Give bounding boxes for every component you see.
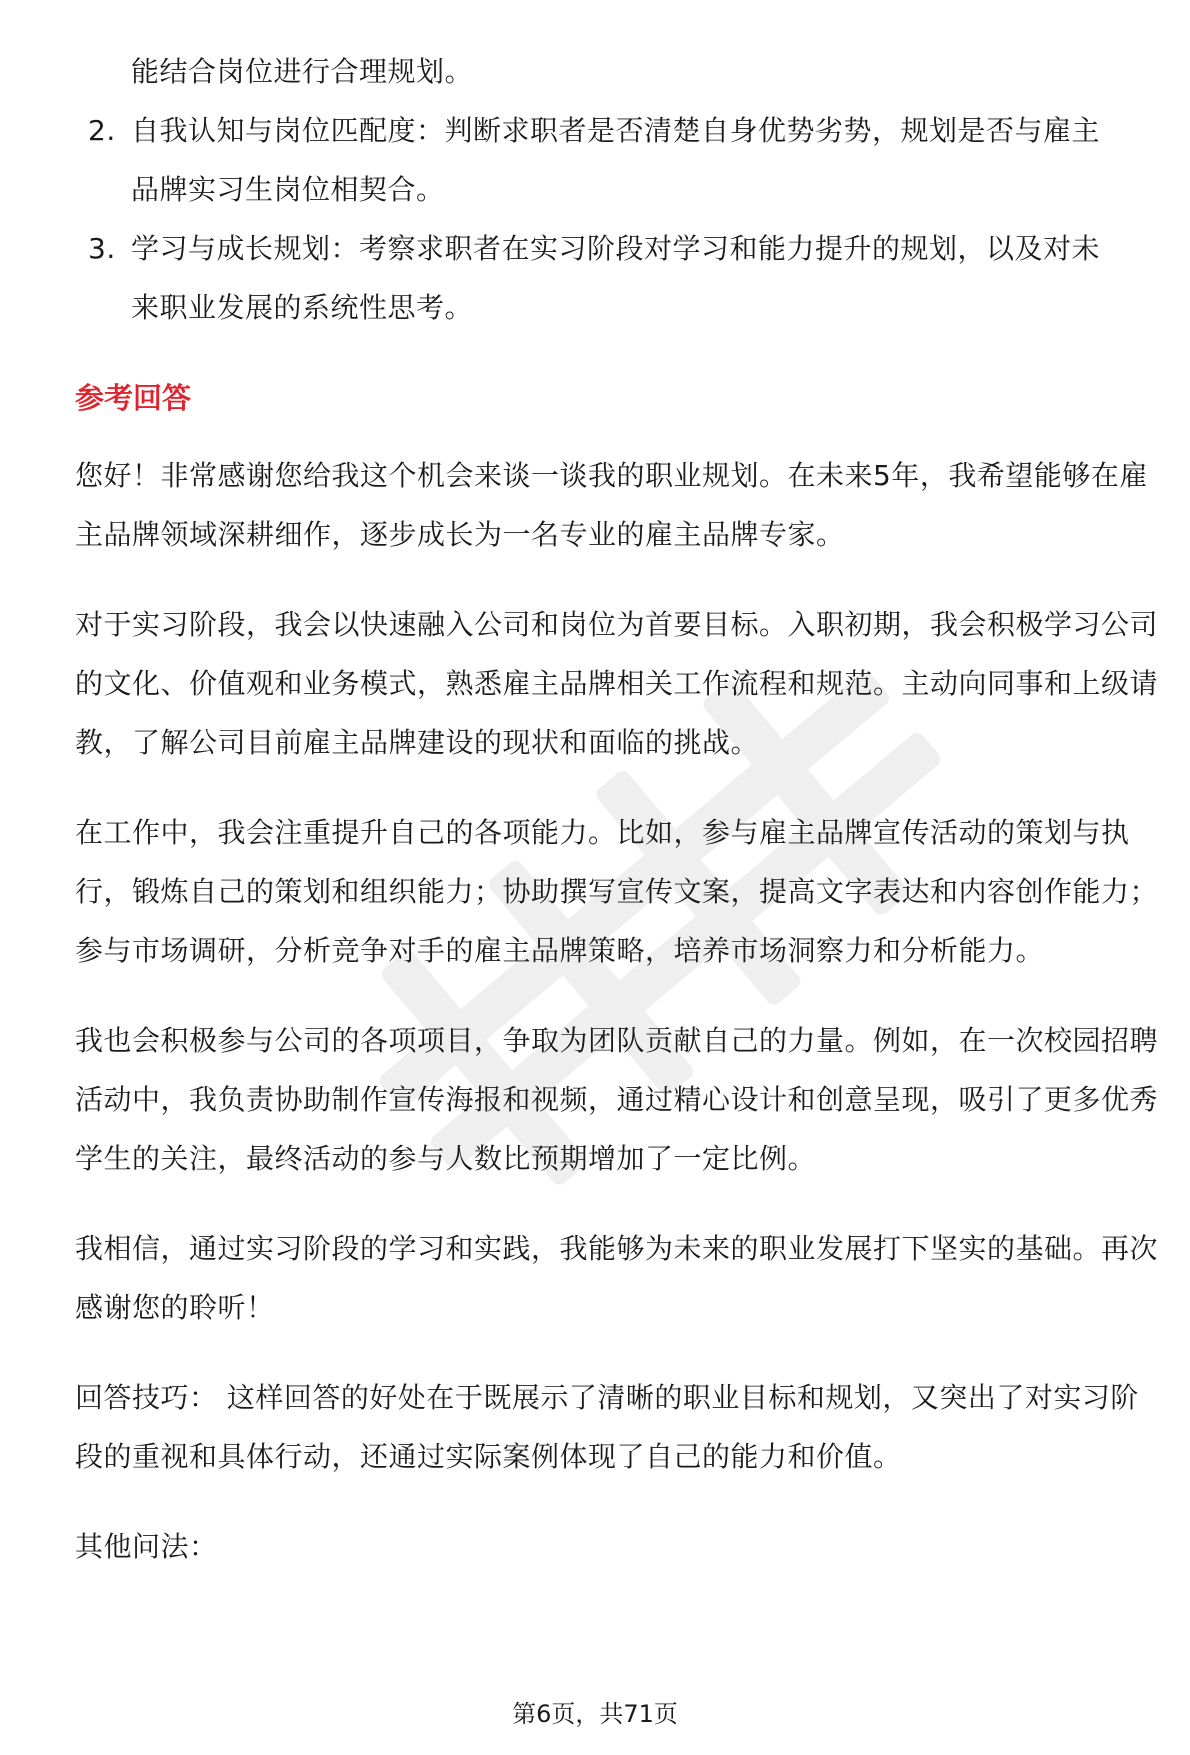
paragraph: 对于实习阶段，我会以快速融入公司和岗位为首要目标。入职初期，我会积极学习公司的文化、价值观和业务模式，熟悉雇主品牌相关工作流程和规范。主动向同事和上级请教，了解公司目前雇主品牌建设的现状和面临的挑战。: [75, 608, 1159, 759]
paragraph: 您好！非常感谢您给我这个机会来谈一谈我的职业规划。在未来5年，我希望能够在雇主品牌领域深耕细作，逐步成长为一名专业的雇主品牌专家。: [75, 459, 1148, 551]
list-number: 3.: [88, 232, 116, 265]
section-heading: 参考回答: [75, 381, 192, 415]
paragraph: 我相信，通过实习阶段的学习和实践，我能够为未来的职业发展打下坚实的基础。再次感谢您的聆听！: [75, 1232, 1159, 1324]
list-text-line: 自我认知与岗位匹配度：判断求职者是否清楚自身优势劣势，规划是否与雇主: [131, 114, 1101, 147]
list-number: 2.: [88, 114, 116, 147]
list-text-line: 来职业发展的系统性思考。: [131, 291, 474, 324]
criteria-item-2: [75, 101, 1165, 219]
other-questions-label: 其他问法：: [75, 1530, 218, 1563]
paragraph: 我也会积极参与公司的各项项目，争取为团队贡献自己的力量。例如，在一次校园招聘活动中，我负责协助制作宣传海报和视频，通过精心设计和创意呈现，吸引了更多优秀学生的关注，最终活动的参与人数比预期增加了一定比例。: [75, 1024, 1159, 1175]
list-text-line: 学习与成长规划：考察求职者在实习阶段对学习和能力提升的规划，以及对未: [131, 232, 1101, 265]
page-number: 第6页，共71页: [512, 1700, 678, 1728]
list-text-line: 品牌实习生岗位相契合。: [131, 173, 445, 206]
criteria-item-3: [75, 219, 1165, 337]
paragraph: 在工作中，我会注重提升自己的各项能力。比如，参与雇主品牌宣传活动的策划与执行，锻炼自己的策划和组织能力；协助撰写宣传文案，提高文字表达和内容创作能力；参与市场调研，分析竞争对手的雇主品牌策略，培养市场洞察力和分析能力。: [75, 816, 1159, 967]
list-item-continuation: 能结合岗位进行合理规划。: [131, 55, 474, 88]
answer-tip: 回答技巧： 这样回答的好处在于既展示了清晰的职业目标和规划，又突出了对实习阶段的重视和具体行动，还通过实际案例体现了自己的能力和价值。: [75, 1381, 1139, 1473]
document-content: [75, 42, 1165, 1576]
